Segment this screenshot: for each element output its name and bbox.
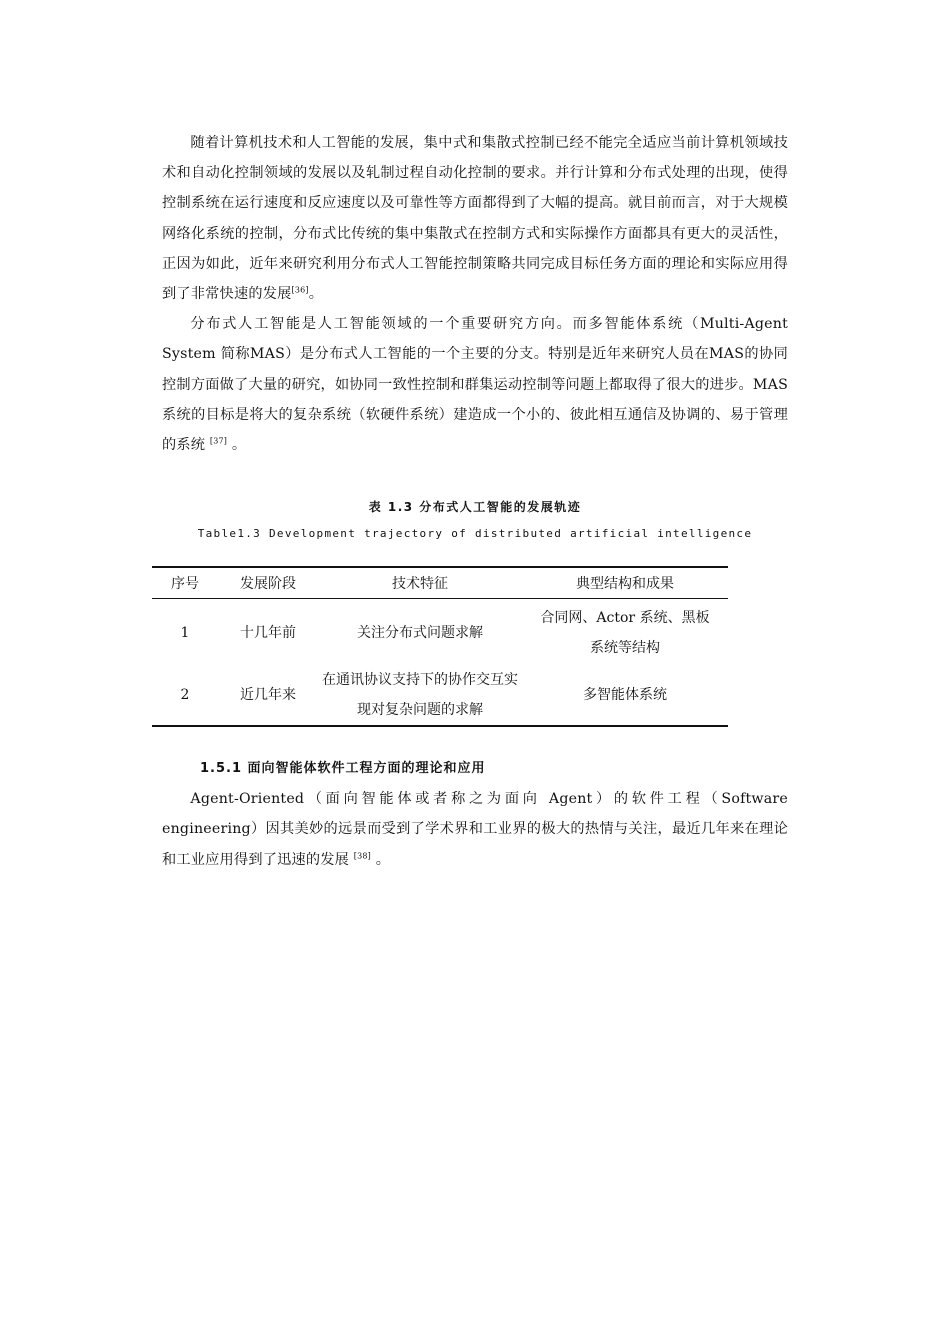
- paragraph-agent-oriented: [162, 784, 788, 875]
- table-header-row: [152, 567, 728, 599]
- header-feature: 技术特征: [318, 567, 522, 599]
- paragraph-text: 分布式人工智能是人工智能领域的一个重要研究方向。而多智能体系统（Multi-Agent System 简称MAS）是分布式人工智能的一个主要的分支。特别是近年来研究人员在MAS的协同控制方面做了大量的研究，如协同一致性控制和群集运动控制等问题上都取得了很大的进步。MAS 系统的目标是将大的复杂系统（软硬件系统）建造成一个小的、彼此相互通信及协调的、易于管理的系统: [162, 316, 788, 454]
- paragraph-text: Agent-Oriented（面向智能体或者称之为面向 Agent）的软件工程（Software engineering）因其美妙的远景而受到了学术界和工业界的极大的热情与关注，最近几年来在理论和工业应用得到了迅速的发展: [162, 791, 788, 868]
- paragraph-end: 。: [370, 851, 391, 868]
- cell-result-text: 合同网、Actor 系统、黑板系统等结构: [540, 610, 710, 657]
- table-caption-cn: 表 1.3 分布式人工智能的发展轨迹: [368, 500, 582, 515]
- cell-feature: [318, 665, 522, 726]
- cell-result: 多智能体系统: [522, 665, 728, 726]
- cell-index: 2: [152, 665, 218, 726]
- header-result: 典型结构和成果: [522, 567, 728, 599]
- table-row: [152, 599, 728, 666]
- paragraph-end: 。: [308, 286, 324, 303]
- cell-stage: 十几年前: [240, 625, 296, 642]
- paragraph-text: 随着计算机技术和人工智能的发展，集中式和集散式控制已经不能完全适应当前计算机领域技术和自动化控制领域的发展以及轧制过程自动化控制的要求。并行计算和分布式处理的出现，使得控制系统在运行速度和反应速度以及可靠性等方面都得到了大幅的提高。就目前而言，对于大规模网络化系统的控制，分布式比传统的集中集散式在控制方式和实际操作方面都具有更大的灵活性，正因为如此，近年来研究利用分布式人工智能控制策略共同完成目标任务方面的理论和实际应用得到了非常快速的发展: [162, 135, 788, 303]
- citation-ref[interactable]: [37]: [209, 436, 228, 446]
- citation-ref[interactable]: [36]: [291, 285, 309, 295]
- cell-feature: 关注分布式问题求解: [357, 625, 483, 642]
- page-content: [162, 128, 788, 875]
- header-stage: 发展阶段: [218, 567, 318, 599]
- section-heading: 1.5.1 面向智能体软件工程方面的理论和应用: [200, 761, 486, 777]
- table-caption-en: Table1.3 Development trajectory of distributed artificial intelligence: [197, 527, 753, 541]
- cell-result: [522, 599, 728, 666]
- cell-index: 1: [180, 625, 190, 642]
- trajectory-table: [152, 566, 728, 727]
- paragraph-distributed-control: [162, 128, 788, 309]
- paragraph-mas: [162, 309, 788, 460]
- header-index: 序号: [152, 567, 218, 599]
- table-row: [152, 665, 728, 726]
- citation-ref[interactable]: [38]: [353, 850, 371, 860]
- paragraph-end: 。: [227, 437, 247, 454]
- cell-stage: 近几年来: [218, 665, 318, 726]
- cell-feature-text: 在通讯协议支持下的协作交互实现对复杂问题的求解: [322, 672, 518, 719]
